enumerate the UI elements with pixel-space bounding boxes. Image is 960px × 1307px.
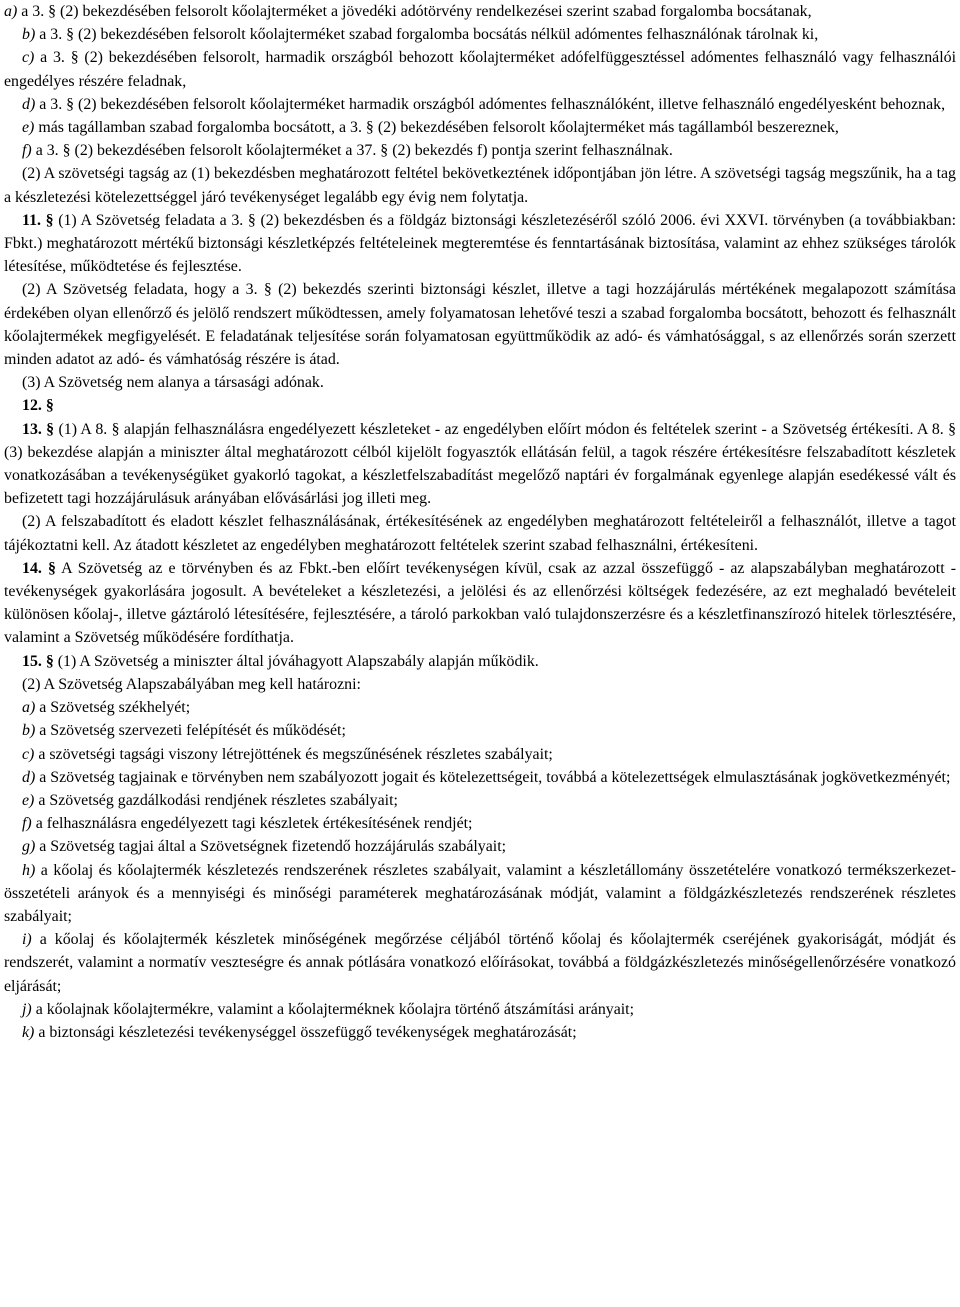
paragraph-text: (1) A Szövetség a miniszter által jóváhagyott Alapszabály alapján működik. xyxy=(53,652,539,670)
paragraph xyxy=(4,93,956,116)
paragraph-text: a Szövetség szervezeti felépítését és működését; xyxy=(35,722,346,740)
paragraph xyxy=(4,23,956,46)
paragraph-text: a Szövetség tagjainak e törvényben nem szabályozott jogait és kötelezettségeit, továbbá a kötelezettségek elmulasztásának jogkövetkezményét; xyxy=(35,768,951,786)
paragraph xyxy=(4,418,956,511)
paragraph xyxy=(4,46,956,92)
point-label: g) xyxy=(22,838,36,856)
paragraph xyxy=(4,371,956,394)
section-number: 12. § xyxy=(22,397,54,415)
paragraph-text: a Szövetség székhelyét; xyxy=(35,699,191,717)
paragraph-text: (2) A Szövetség feladata, hogy a 3. § (2) bekezdés szerinti biztonsági készlet, illetve a tagi hozzájárulás mértékének megalapozott számítása érdekében olyan ellenőrző és jelölő rendszert működtessen, amely folyamatosan lehetővé teszi a szabad forgalomba bocsátott, behozott és felhasznált kőolajtermékek megfigyelését. E feladatának teljesítése során folyamatosan együttműködik az adó- és vámhatósággal, s az ellenőrzés során szerzett minden adatot az adó- és vámhatóság részére is átad. xyxy=(4,281,956,369)
paragraph xyxy=(4,116,956,139)
paragraph-text: a Szövetség gazdálkodási rendjének részletes szabályait; xyxy=(34,791,398,809)
section-number: 15. § xyxy=(22,652,54,670)
paragraph-text: (3) A Szövetség nem alanya a társasági adónak. xyxy=(22,374,324,392)
paragraph-text: a szövetségi tagsági viszony létrejöttének és megszűnésének részletes szabályait; xyxy=(34,745,553,763)
paragraph xyxy=(4,557,956,650)
point-label: a) xyxy=(22,699,36,717)
paragraph xyxy=(4,812,956,835)
point-label: h) xyxy=(22,861,36,879)
paragraph-text: a kőolaj és kőolajtermék készletek minőségének megőrzése céljából történő kőolaj és kőolajtermék cseréjének gyakoriságát, módját és rendszerét, valamint a normatív veszteségre és annak pótlására vonatkozó előírásokat, továbbá a földgázkészletezés minőségellenőrzésére vonatkozó eljárását; xyxy=(4,931,956,995)
paragraph-text: a 3. § (2) bekezdésében felsorolt kőolajterméket szabad forgalomba bocsátás nélkül adómentes felhasználónak tárolnak ki, xyxy=(35,26,819,44)
paragraph-text: (2) A felszabadított és eladott készlet felhasználásának, értékesítésének az engedélyben meghatározott feltételeiről a felhasználót, illetve a tagot tájékoztatni kell. Az átadott készletet az engedélyben meghatározott feltételek szerint szabad felhasználni, értékesíteni. xyxy=(4,513,956,554)
paragraph xyxy=(4,719,956,742)
paragraph xyxy=(4,998,956,1021)
paragraph-text: (1) A Szövetség feladata a 3. § (2) bekezdésben és a földgáz biztonsági készletezéséről szóló 2006. évi XXVI. törvényben (a továbbiakban: Fbkt.) meghatározott mértékű biztonsági készletképzés feltételeinek megteremtése és fenntartásának biztosítása, valamint az ehhez szükséges tárolók létesítése, működtetése és fejlesztése. xyxy=(4,211,956,276)
section-number: 13. § xyxy=(22,420,55,438)
point-label: e) xyxy=(22,119,35,137)
paragraph xyxy=(4,0,956,23)
point-label: f) xyxy=(22,142,32,160)
point-label: i) xyxy=(22,931,32,949)
section-number: 11. § xyxy=(22,211,54,229)
point-label: d) xyxy=(22,768,36,786)
point-label: c) xyxy=(22,745,35,763)
paragraph xyxy=(4,278,956,371)
paragraph-text: a 3. § (2) bekezdésében felsorolt kőolajterméket harmadik országból adómentes felhasználóként, illetve felhasználó engedélyesként behoznak, xyxy=(35,95,946,113)
point-label: b) xyxy=(22,722,36,740)
paragraph xyxy=(4,766,956,789)
point-label: b) xyxy=(22,26,36,44)
paragraph xyxy=(4,743,956,766)
paragraph-text: a kőolaj és kőolajtermék készletezés rendszerének részletes szabályait, valamint a készletállomány összetételére vonatkozó termékszerkezet-összetételi arányok és a mennyiségi és minőségi paraméterek meghatározásának módját, valamint a földgázkészletezés rendszerének részletes szabályait; xyxy=(4,861,956,925)
paragraph xyxy=(4,394,956,417)
paragraph xyxy=(4,162,956,208)
section-number: 14. § xyxy=(22,559,56,577)
paragraph xyxy=(4,928,956,998)
paragraph xyxy=(4,139,956,162)
paragraph xyxy=(4,835,956,858)
point-label: d) xyxy=(22,95,36,113)
paragraph xyxy=(4,859,956,929)
paragraph xyxy=(4,696,956,719)
paragraph xyxy=(4,650,956,673)
point-label: k) xyxy=(22,1023,35,1041)
paragraph xyxy=(4,1021,956,1044)
paragraph-text: a 3. § (2) bekezdésében felsorolt, harmadik országból behozott kőolajterméket adófelfüggesztéssel adómentes felhasználó vagy felhasználói engedélyes részére feladnak, xyxy=(4,49,956,90)
paragraph xyxy=(4,510,956,556)
point-label: c) xyxy=(22,49,35,67)
paragraph xyxy=(4,789,956,812)
paragraph-text: a Szövetség tagjai által a Szövetségnek fizetendő hozzájárulás szabályait; xyxy=(35,838,507,856)
paragraph-text: a felhasználásra engedélyezett tagi készletek értékesítésének rendjét; xyxy=(31,815,473,833)
paragraph-text: (2) A Szövetség Alapszabályában meg kell határozni: xyxy=(22,675,361,693)
point-label: f) xyxy=(22,815,32,833)
paragraph-text: a 3. § (2) bekezdésében felsorolt kőolajterméket a 37. § (2) bekezdés f) pontja szerint felhasználnak. xyxy=(31,142,673,160)
point-label: a) xyxy=(4,3,18,20)
paragraph xyxy=(4,209,956,279)
paragraph xyxy=(4,673,956,696)
paragraph-text: A Szövetség az e törvényben és az Fbkt.-ben előírt tevékenységen kívül, csak az azzal összefüggő - az alapszabályban meghatározott - tevékenységek gyakorlására jogosult. A bevételeket a készletezési, a jelölési és az ellenőrzési költségek fedezésére, az ezt meghaladó bevételeit különösen kőolaj-, illetve gáztároló létesítésére, fejlesztésére, a tároló parkokban való tulajdonszerzésre és a készletfinanszírozó hitelek törlesztésére, valamint a Szövetség működésére fordíthatja. xyxy=(4,559,956,647)
paragraph-text: a biztonsági készletezési tevékenységgel összefüggő tevékenységek meghatározását; xyxy=(34,1023,577,1041)
point-label: e) xyxy=(22,791,35,809)
paragraph-text: más tagállamban szabad forgalomba bocsátott, a 3. § (2) bekezdésében felsorolt kőolajterméket más tagállamból beszereznek, xyxy=(34,119,839,137)
paragraph-text: (1) A 8. § alapján felhasználásra engedélyezett készleteket - az engedélyben előírt módon és feltételek szerint - a Szövetség értékesíti. A 8. § (3) bekezdése alapján a miniszter által meghatározott célból kijelölt fogyasztók ellátásán felül, a tagok részére értékesítésre felszabadított készletek vonatkozásában a tevékenységüket gyakorló tagokat, a készletfelszabadítást megelőző naptári év forgalmának egyenlege alapján esedékessé vált és befizetett tagi hozzájárulásuk arányában elővásárlási jog illeti meg. xyxy=(4,420,957,508)
paragraph-text: a kőolajnak kőolajtermékre, valamint a kőolajterméknek kőolajra történő átszámítási arányait; xyxy=(31,1000,635,1018)
paragraph-text: a 3. § (2) bekezdésében felsorolt kőolajterméket a jövedéki adótörvény rendelkezései szerint szabad forgalomba bocsátanak, xyxy=(17,3,812,20)
paragraph-text: (2) A szövetségi tagság az (1) bekezdésben meghatározott feltétel bekövetkeztének időpontjában jön létre. A szövetségi tagság megszűnik, ha a tag a készletezési kötelezettséggel járó tevékenységet legalább egy évig nem folytatja. xyxy=(4,165,956,206)
point-label: j) xyxy=(22,1000,32,1018)
